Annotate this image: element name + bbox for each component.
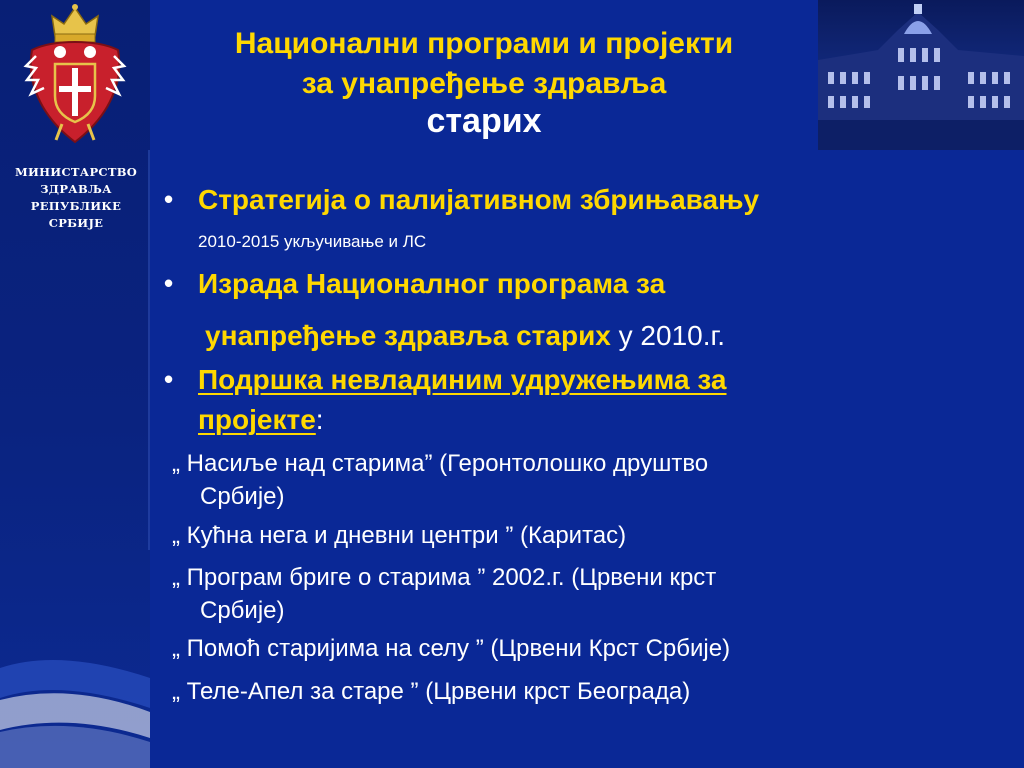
project-line: Србије) — [200, 483, 285, 510]
title-line: Национални програми и пројекти — [234, 27, 734, 60]
bullet-text-continued — [198, 404, 324, 436]
bullet-icon: • — [164, 268, 174, 298]
coat-of-arms-icon — [22, 2, 128, 148]
title-line: за унапређење здравља — [301, 67, 667, 100]
bullet-icon: • — [164, 184, 174, 214]
bullet-text-continued — [205, 320, 725, 352]
project-item — [172, 561, 992, 627]
bullet-suffix: : — [315, 404, 324, 435]
ministry-logo-text — [5, 164, 147, 232]
bullet-note: 2010-2015 укључивање и ЛС — [198, 232, 427, 251]
project-line: „ Програм бриге о старима ” 2002.г. (Црвени крст — [172, 564, 717, 591]
ministry-line: ЗДРАВЉА — [40, 182, 112, 196]
project-item — [172, 447, 992, 513]
project-line: „ Кућна нега и дневни центри ” (Каритас) — [172, 522, 627, 549]
bullet-text: Стратегија о палијативном збрињавању — [198, 184, 760, 215]
project-line: „ Теле-Апел за старе ” (Црвени крст Београда) — [172, 678, 691, 705]
project-item — [172, 519, 992, 552]
project-line: Србије) — [200, 597, 285, 624]
bullet-text: Подршка невладиним удружењима за — [198, 364, 727, 395]
ministry-line: РЕПУБЛИКЕ — [30, 199, 122, 213]
title-line: старих — [426, 102, 542, 140]
sidebar-divider — [148, 150, 150, 550]
project-line: „ Насиље над старима” (Геронтолошко друштво — [172, 450, 709, 477]
slide-title — [150, 24, 818, 141]
bullet-icon: • — [164, 364, 174, 394]
project-line: „ Помоћ старијима на селу ” (Црвени Крст Србије) — [172, 635, 731, 662]
bullet-text: Израда Националног програма за — [198, 268, 666, 299]
bullet-text: унапређење здравља старих — [205, 320, 611, 351]
project-item — [172, 632, 992, 665]
ministry-line: МИНИСТАРСТВО — [14, 165, 138, 179]
flag-ribbon-decoration — [0, 638, 150, 768]
government-building-image — [818, 0, 1024, 150]
ministry-line: СРБИЈЕ — [48, 216, 104, 230]
project-item — [172, 675, 992, 708]
bullet-suffix: у 2010.г. — [610, 320, 726, 351]
bullet-text: пројекте — [198, 404, 316, 435]
